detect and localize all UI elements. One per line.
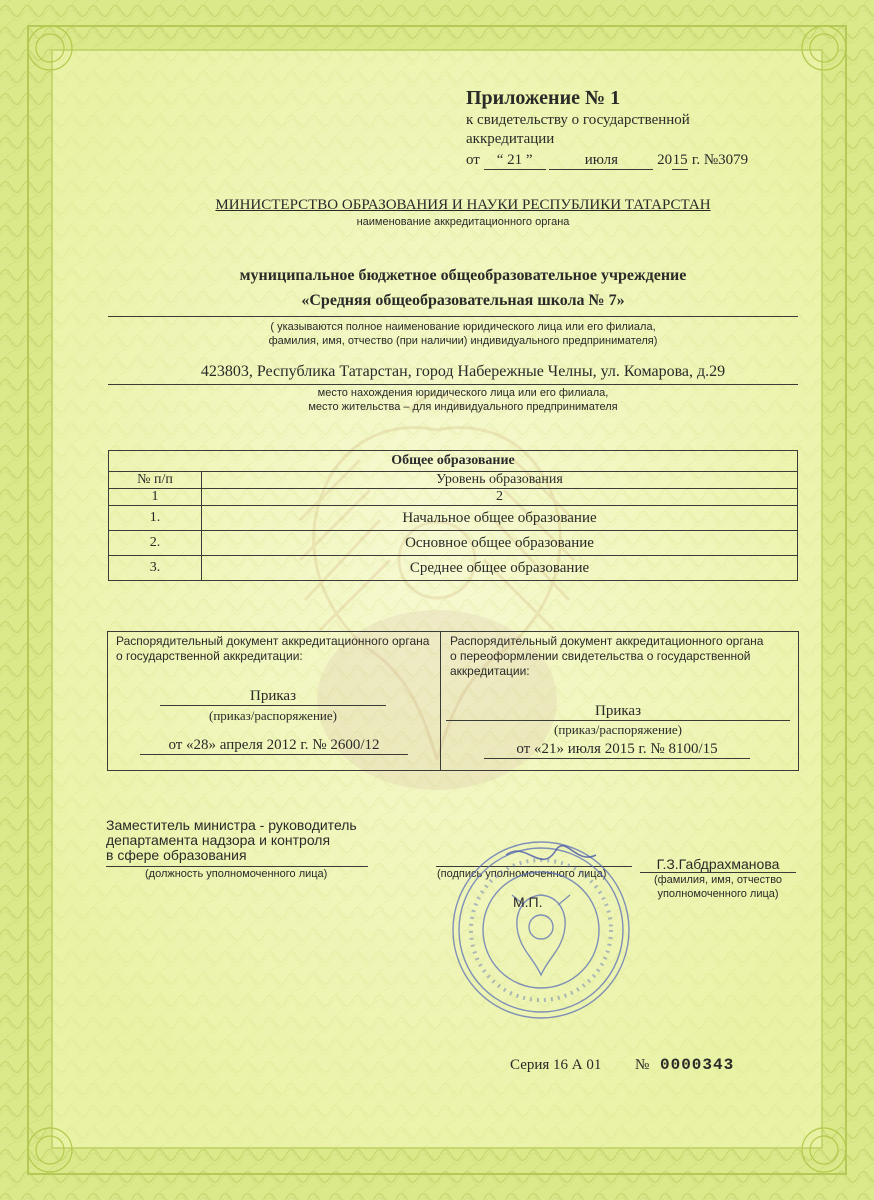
date-prefix: от (466, 152, 480, 168)
certificate-number: 3079 (718, 152, 749, 168)
authority-caption: наименование аккредитационного органа (356, 216, 570, 228)
blank-number-label: № (635, 1057, 650, 1073)
right-document-caption: (приказ/распоряжение) (554, 722, 682, 737)
left-document-type: Приказ (160, 688, 386, 706)
row-num: 2. (109, 531, 202, 556)
date-month: июля (549, 152, 653, 170)
table-title: Общее образование (109, 451, 798, 472)
signer-name: Г.З.Габдрахманова (640, 856, 796, 873)
row-num: 1. (109, 506, 202, 531)
address-caption-2: место жительства – для индивидуального предпринимателя (308, 401, 618, 413)
signer-name-caption-2: уполномоченного лица) (657, 888, 779, 900)
institution-underline (108, 316, 798, 317)
appendix-subtitle-1: к свидетельству о государственной (466, 112, 690, 128)
date-year-suffix: 15 (672, 152, 688, 168)
left-document-heading: Распорядительный документ аккредитационного органа о государственной аккредитации: (116, 634, 430, 663)
table-header-row (109, 472, 798, 489)
address-value: 423803, Республика Татарстан, город Набережные Челны, ул. Комарова, д.29 (200, 363, 726, 380)
signer-position-line-2: департамента надзора и контроля (106, 832, 331, 848)
right-document-heading: Распорядительный документ аккредитационного органа о переоформлении свидетельства о государственной аккредитации: (450, 634, 764, 678)
appendix-title: Приложение № 1 (466, 87, 621, 109)
column-header-level: Уровень образования (202, 472, 798, 489)
right-document-reference: от «21» июля 2015 г. № 8100/15 (484, 741, 750, 759)
signer-position-line-3: в сфере образования (106, 847, 247, 863)
table-row (109, 556, 798, 581)
position-caption: (должность уполномоченного лица) (145, 868, 328, 880)
official-stamp (446, 835, 636, 1025)
signer-position (106, 818, 357, 863)
date-day-field: “ 21 ” (484, 152, 546, 170)
series-label: Серия 16 А 01 (510, 1057, 602, 1073)
left-document-reference: от «28» апреля 2012 г. № 2600/12 (140, 737, 408, 755)
date-year-label: г. № (691, 152, 719, 168)
left-document-caption: (приказ/распоряжение) (209, 708, 337, 723)
signer-position-line-1: Заместитель министра - руководитель (106, 817, 357, 833)
table-title-row (109, 451, 798, 472)
position-underline (106, 866, 368, 867)
appendix-date (466, 152, 748, 170)
table-row (109, 531, 798, 556)
authority-name: МИНИСТЕРСТВО ОБРАЗОВАНИЯ И НАУКИ РЕСПУБЛИКИ ТАТАРСТАН (215, 197, 711, 213)
blank-number: 0000343 (660, 1056, 735, 1074)
institution-line-2: «Средняя общеобразовательная школа № 7» (301, 292, 625, 309)
signature-caption: (подпись уполномоченного лица) (437, 868, 607, 880)
institution-line-1: муниципальное бюджетное общеобразовательное учреждение (239, 267, 687, 284)
stamp-label: М.П. (513, 894, 543, 910)
column-header-num: № п/п (109, 472, 202, 489)
row-num: 3. (109, 556, 202, 581)
table-row (109, 506, 798, 531)
address-underline (108, 384, 798, 385)
row-level: Основное общее образование (202, 531, 798, 556)
row-level: Среднее общее образование (202, 556, 798, 581)
appendix-subtitle-2: аккредитации (466, 131, 555, 147)
table-index-row (109, 489, 798, 506)
date-day: 21 (507, 152, 523, 168)
row-level: Начальное общее образование (202, 506, 798, 531)
address-caption-1: место нахождения юридического лица или его филиала, (317, 387, 609, 399)
index-level: 2 (202, 489, 798, 506)
date-year-prefix: 20 (657, 152, 673, 168)
institution-caption-2: фамилия, имя, отчество (при наличии) индивидуального предпринимателя) (268, 335, 658, 347)
right-document-type: Приказ (446, 703, 790, 721)
institution-caption-1: ( указываются полное наименование юридического лица или его филиала, (270, 321, 656, 333)
signer-name-caption-1: (фамилия, имя, отчество (653, 874, 783, 886)
education-levels-table (108, 450, 798, 581)
index-num: 1 (109, 489, 202, 506)
documents-divider (440, 631, 441, 770)
